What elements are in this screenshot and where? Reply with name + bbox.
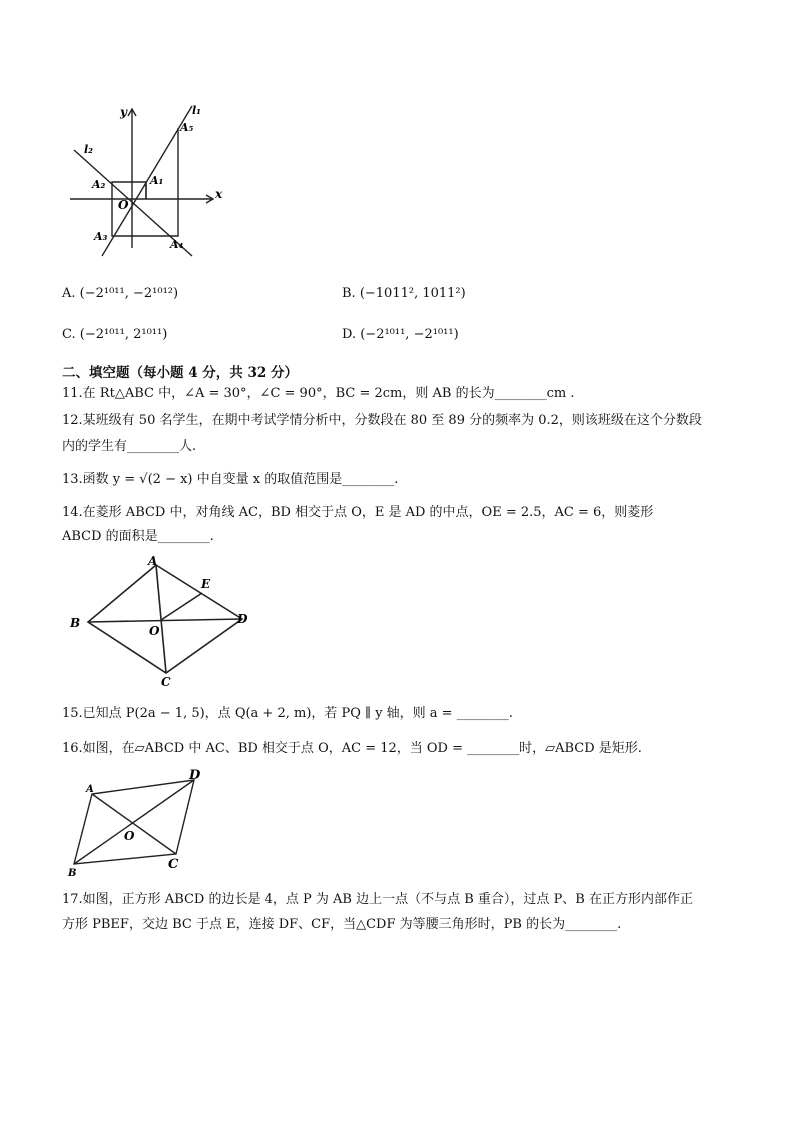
label-B: B xyxy=(70,616,81,630)
question-14-line2: ABCD 的面积是________. xyxy=(62,529,214,544)
label-A: A xyxy=(148,555,158,568)
question-17-line2: 方形 PBEF，交边 BC 于点 E，连接 DF、CF，当△CDF 为等腰三角形时，PB 的长为________. xyxy=(62,917,622,932)
section-header: 二、填空题（每小题 4 分，共 32 分） xyxy=(62,365,298,381)
label-A2: A₂ xyxy=(92,178,106,191)
label-l2: l₂ xyxy=(84,143,93,156)
parallelogram-figure xyxy=(64,764,214,879)
label-C: C xyxy=(168,857,179,872)
option-d: D. (−2¹⁰¹¹, −2¹⁰¹¹) xyxy=(342,327,459,342)
question-15: 15.已知点 P(2a − 1, 5)，点 Q(a + 2, m)，若 PQ ∥ y 轴，则 a = ________. xyxy=(62,706,513,721)
question-16: 16.如图，在▱ABCD 中 AC、BD 相交于点 O，AC = 12，当 OD = ________时，▱ABCD 是矩形. xyxy=(62,741,642,756)
label-O: O xyxy=(124,829,135,843)
label-l1: l₁ xyxy=(192,104,201,117)
coordinate-figure xyxy=(60,98,230,263)
label-E: E xyxy=(201,577,211,591)
label-A3: A₃ xyxy=(94,230,108,243)
label-D: D xyxy=(189,768,201,783)
label-A1: A₁ xyxy=(150,174,164,187)
label-y: y xyxy=(120,105,127,119)
question-17-line1: 17.如图，正方形 ABCD 的边长是 4，点 P 为 AB 边上一点（不与点 B 重合），过点 P、B 在正方形内部作正 xyxy=(62,892,693,907)
option-b: B. (−1011², 1011²) xyxy=(342,286,466,301)
question-13: 13.函数 y = √(2 − x) 中自变量 x 的取值范围是________. xyxy=(62,472,399,487)
rhombus-figure xyxy=(64,555,254,690)
label-O: O xyxy=(149,624,160,638)
label-D: D xyxy=(237,612,248,626)
label-C: C xyxy=(161,675,171,689)
question-12-line2: 内的学生有________人. xyxy=(62,439,197,454)
label-A: A xyxy=(86,784,94,795)
question-14-line1: 14.在菱形 ABCD 中，对角线 AC，BD 相交于点 O，E 是 AD 的中点，OE = 2.5，AC = 6，则菱形 xyxy=(62,505,654,520)
question-11: 11.在 Rt△ABC 中，∠A = 30°，∠C = 90°，BC = 2cm，则 AB 的长为________cm . xyxy=(62,386,575,401)
label-A5: A₅ xyxy=(180,121,194,134)
label-A4: A₄ xyxy=(170,238,184,251)
question-12-line1: 12.某班级有 50 名学生，在期中考试学情分析中，分数段在 80 至 89 分的频率为 0.2，则该班级在这个分数段 xyxy=(62,413,702,428)
label-x: x xyxy=(215,187,223,201)
label-B: B xyxy=(68,868,77,879)
option-a: A. (−2¹⁰¹¹, −2¹⁰¹²) xyxy=(62,286,179,301)
option-c: C. (−2¹⁰¹¹, 2¹⁰¹¹) xyxy=(62,327,168,342)
label-O: O xyxy=(118,198,129,212)
